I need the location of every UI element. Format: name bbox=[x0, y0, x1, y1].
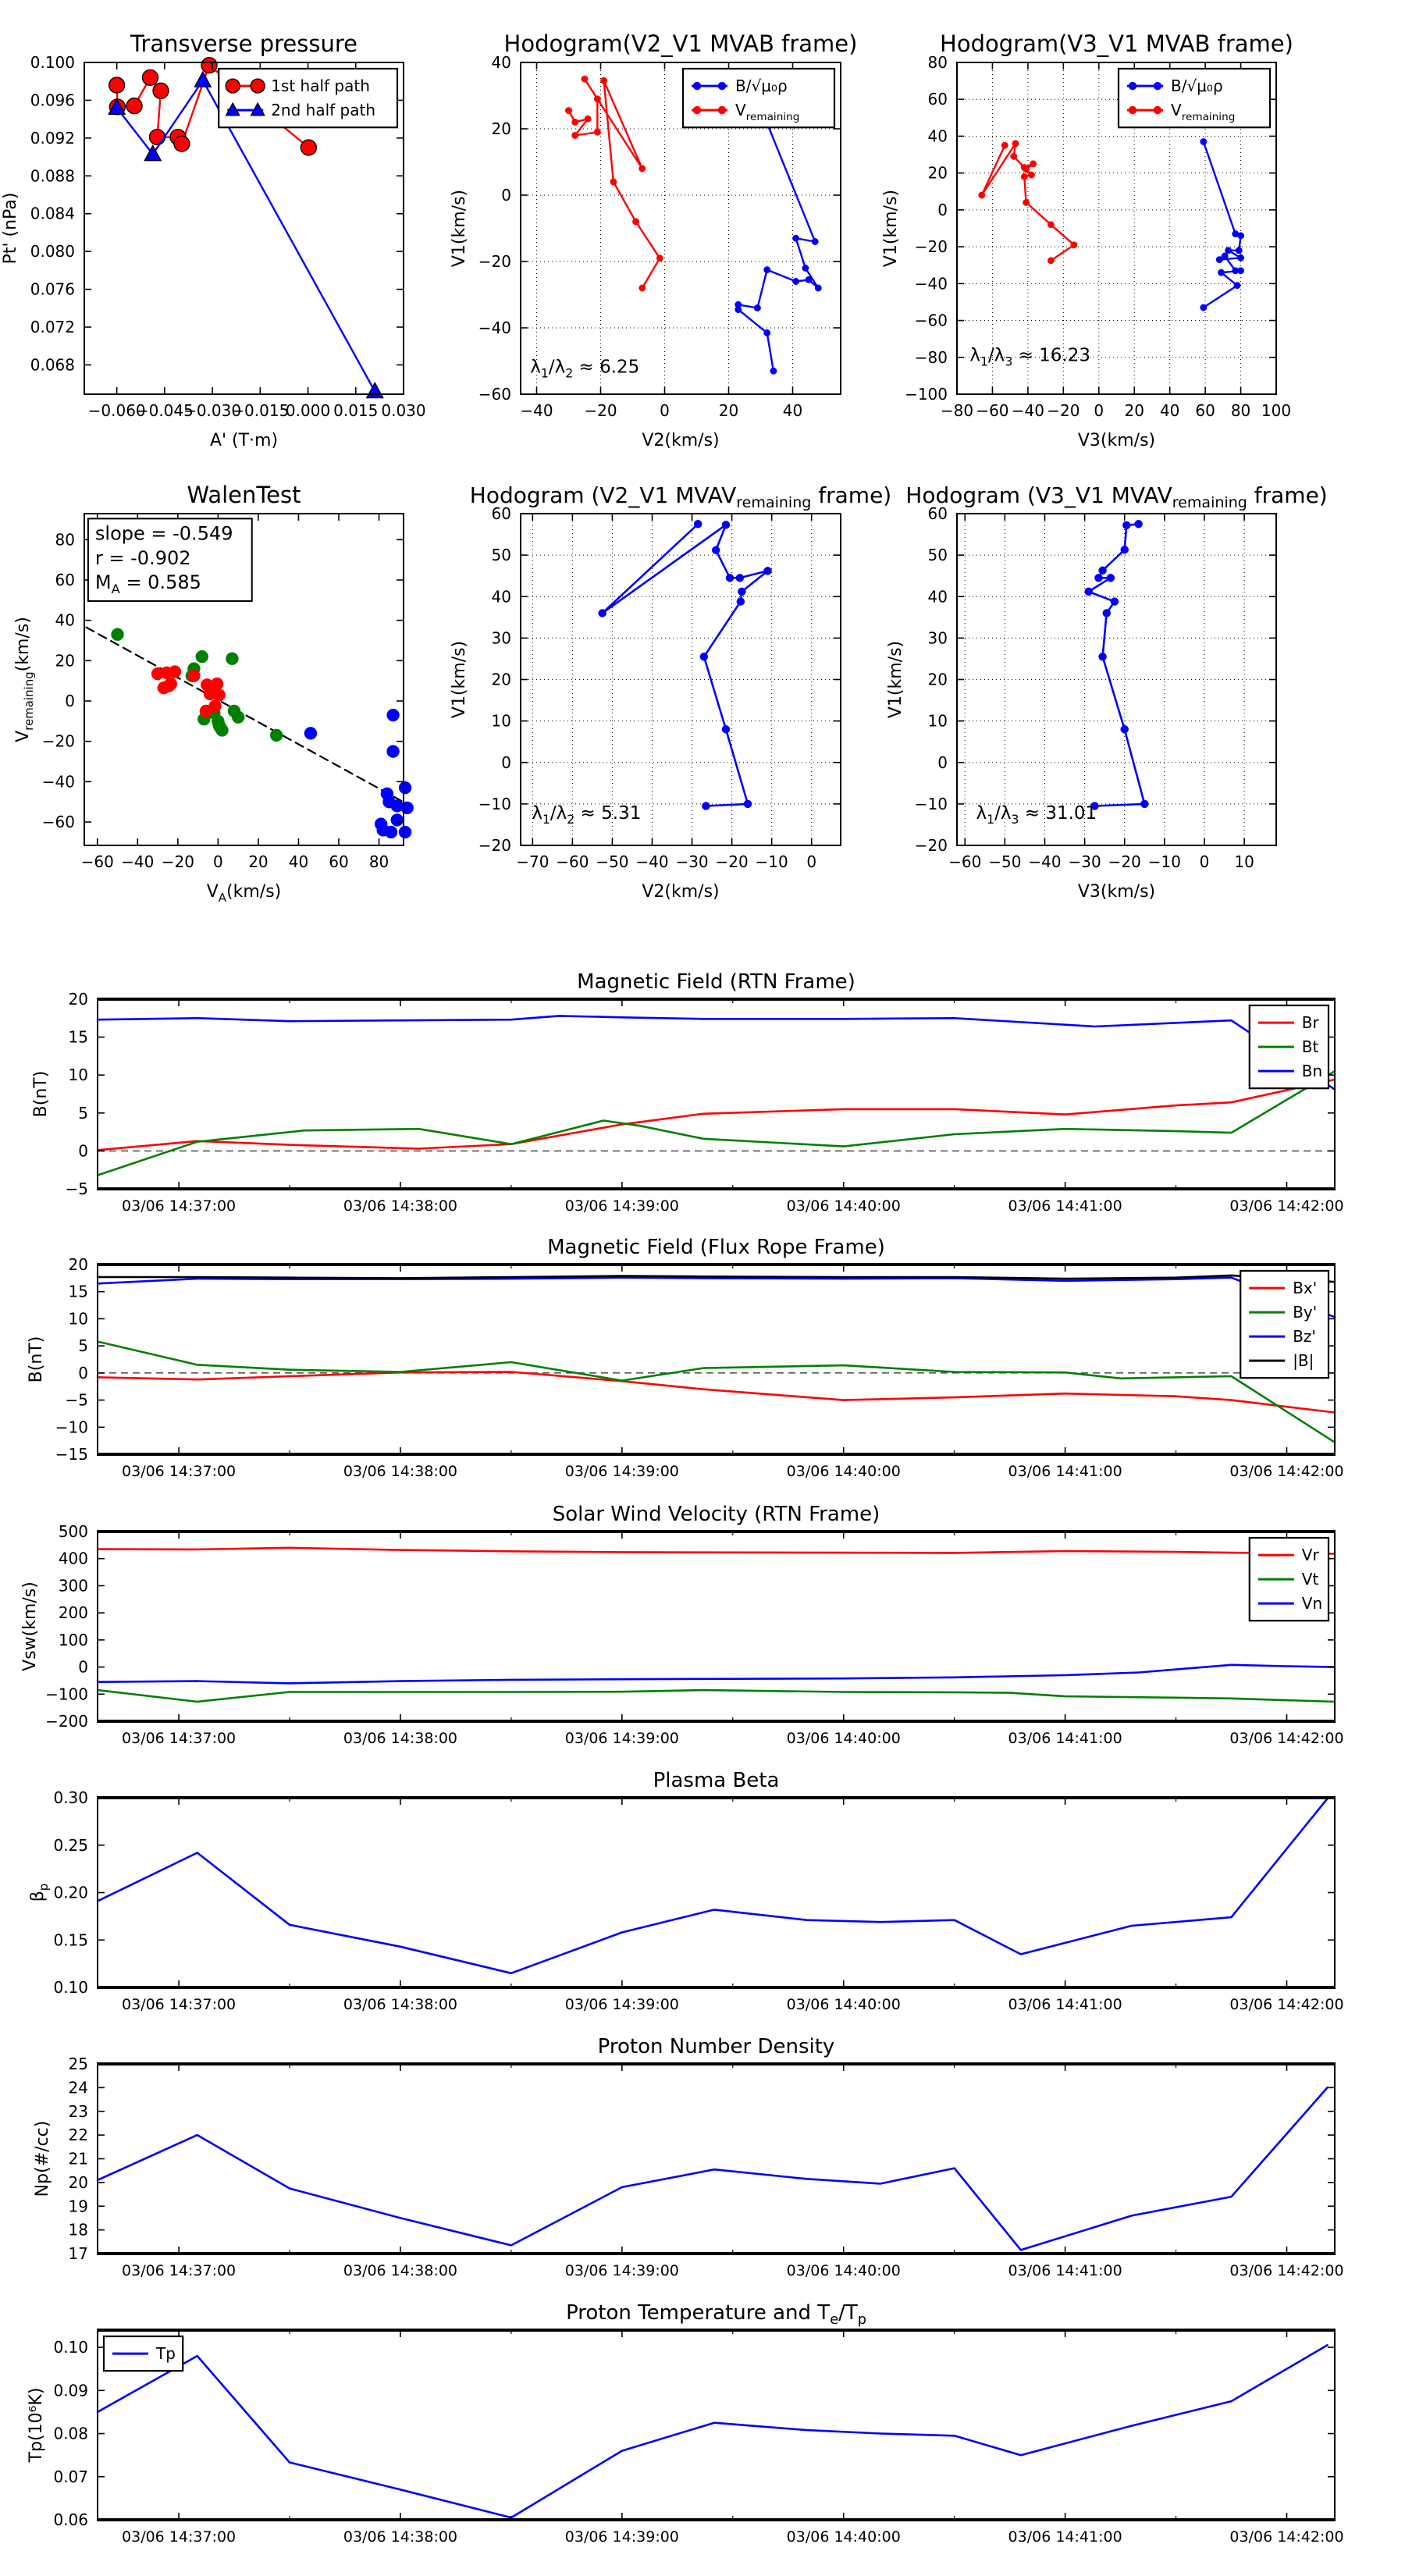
svg-text:βp: $\beta_p$ bbox=[28, 1883, 51, 1902]
svg-text:20: 20 bbox=[491, 119, 511, 138]
svg-text:40: 40 bbox=[491, 53, 511, 72]
svg-text:03/06 14:37:00: 03/06 14:37:00 bbox=[122, 1197, 237, 1215]
svg-text:−20: −20 bbox=[715, 852, 749, 871]
svg-text:20: 20 bbox=[1124, 401, 1144, 420]
svg-text:WalenTest: WalenTest bbox=[187, 482, 301, 508]
svg-text:−20: −20 bbox=[1047, 401, 1080, 420]
panel-proton-number-density bbox=[33, 2035, 1344, 2279]
svg-text:20: 20 bbox=[491, 670, 511, 689]
svg-text:Proton Temperature and Te/Tp: Proton Temperature and $T_e/T_p$ bbox=[566, 2301, 866, 2328]
svg-text:20: 20 bbox=[927, 163, 948, 183]
svg-text:−5: −5 bbox=[65, 1179, 88, 1198]
svg-text:V3(km/s): V3(km/s) bbox=[1077, 882, 1156, 902]
svg-text:−30: −30 bbox=[1068, 852, 1101, 871]
svg-text:0: 0 bbox=[78, 1657, 88, 1677]
svg-text:03/06 14:38:00: 03/06 14:38:00 bbox=[343, 2262, 458, 2279]
panel-hodogram-v2v1-mvav bbox=[450, 482, 892, 902]
svg-text:Bt: Bt bbox=[1301, 1037, 1319, 1057]
svg-text:0: 0 bbox=[78, 1141, 88, 1161]
svg-text:MA = 0.585: $M_A = 0.585$ bbox=[94, 571, 201, 596]
svg-text:−60: −60 bbox=[41, 813, 75, 832]
svg-text:03/06 14:39:00: 03/06 14:39:00 bbox=[564, 1730, 679, 1747]
svg-text:Vt: Vt bbox=[1301, 1570, 1319, 1589]
svg-text:03/06 14:42:00: 03/06 14:42:00 bbox=[1229, 1463, 1344, 1480]
svg-text:40: 40 bbox=[491, 587, 511, 607]
svg-text:−30: −30 bbox=[675, 852, 709, 871]
svg-text:−40: −40 bbox=[1028, 852, 1062, 871]
panel-hodogram-v3v1-mvav bbox=[886, 482, 1328, 902]
svg-text:Br: Br bbox=[1301, 1013, 1319, 1033]
svg-text:Magnetic Field (RTN Frame): Magnetic Field (RTN Frame) bbox=[577, 970, 855, 994]
svg-text:03/06 14:40:00: 03/06 14:40:00 bbox=[786, 1996, 901, 2013]
svg-text:−50: −50 bbox=[988, 852, 1022, 871]
svg-text:10: 10 bbox=[68, 1309, 88, 1329]
svg-text:0.088: 0.088 bbox=[30, 166, 75, 186]
svg-text:22: 22 bbox=[68, 2126, 88, 2145]
svg-text:0.20: 0.20 bbox=[53, 1883, 88, 1902]
panel-proton-temperature bbox=[27, 2301, 1344, 2546]
svg-text:50: 50 bbox=[491, 546, 511, 565]
svg-text:40: 40 bbox=[927, 126, 948, 146]
svg-text:30: 30 bbox=[491, 628, 511, 648]
svg-text:400: 400 bbox=[58, 1549, 88, 1568]
svg-text:0.08: 0.08 bbox=[53, 2424, 88, 2443]
panel-transverse-pressure bbox=[1, 30, 426, 450]
svg-text:Hodogram (V3_V1 MVAVremaining: Hodogram (V3_V1 $MVAV_{remaining}$ frame) bbox=[905, 482, 1328, 511]
svg-text:20: 20 bbox=[68, 990, 88, 1009]
svg-text:B/√μ₀ρ: B/√μ₀ρ bbox=[1171, 76, 1223, 96]
svg-text:−10: −10 bbox=[914, 794, 948, 813]
svg-text:0: 0 bbox=[660, 401, 670, 420]
svg-text:0.030: 0.030 bbox=[381, 401, 426, 420]
svg-text:0.30: 0.30 bbox=[53, 1788, 88, 1807]
svg-text:−20: −20 bbox=[914, 836, 948, 855]
svg-text:0.000: 0.000 bbox=[285, 401, 331, 420]
svg-text:−200: −200 bbox=[45, 1712, 88, 1731]
svg-text:0.092: 0.092 bbox=[30, 128, 75, 148]
svg-text:−0.045: −0.045 bbox=[135, 401, 194, 420]
svg-text:0.080: 0.080 bbox=[30, 242, 75, 262]
svg-text:18: 18 bbox=[68, 2220, 88, 2240]
svg-text:VA(km/s): $V_A(km/s)$ bbox=[206, 882, 282, 905]
svg-text:0.07: 0.07 bbox=[53, 2467, 88, 2486]
panel-hodogram-v2v1-mvab bbox=[450, 30, 858, 450]
svg-text:−10: −10 bbox=[755, 852, 788, 871]
svg-text:B(nT): B(nT) bbox=[31, 1070, 51, 1118]
svg-text:10: 10 bbox=[927, 711, 948, 731]
svg-text:V1(km/s): V1(km/s) bbox=[450, 189, 469, 268]
svg-text:24: 24 bbox=[68, 2078, 88, 2097]
svg-text:Solar Wind Velocity (RTN Frame: Solar Wind Velocity (RTN Frame) bbox=[552, 1503, 880, 1526]
svg-text:03/06 14:40:00: 03/06 14:40:00 bbox=[786, 1730, 901, 1747]
svg-text:B/√μ₀ρ: B/√μ₀ρ bbox=[735, 76, 788, 96]
svg-text:60: 60 bbox=[927, 504, 948, 523]
svg-text:03/06 14:39:00: 03/06 14:39:00 bbox=[564, 1463, 679, 1480]
svg-text:Pt' (nPa): Pt' (nPa) bbox=[1, 192, 20, 265]
svg-text:0.072: 0.072 bbox=[30, 318, 75, 337]
svg-text:21: 21 bbox=[68, 2149, 88, 2169]
svg-text:03/06 14:38:00: 03/06 14:38:00 bbox=[343, 1730, 458, 1747]
svg-text:λ1/λ2 ≈ 5.31: $\lambda_1/\lambda_2 \approx 5.31$ bbox=[532, 803, 642, 827]
svg-text:−20: −20 bbox=[41, 731, 75, 751]
svg-text:80: 80 bbox=[927, 53, 948, 72]
svg-text:λ1/λ2 ≈ 6.25: $\lambda_1/\lambda_2 \approx 6.25$ bbox=[530, 357, 640, 381]
svg-text:0.06: 0.06 bbox=[53, 2510, 88, 2529]
svg-text:0: 0 bbox=[1199, 852, 1210, 871]
svg-text:0.10: 0.10 bbox=[53, 2338, 88, 2357]
panel-solar-wind-velocity bbox=[20, 1503, 1344, 1747]
svg-text:0: 0 bbox=[213, 852, 223, 871]
svg-text:−70: −70 bbox=[516, 852, 550, 871]
svg-text:0: 0 bbox=[937, 200, 948, 219]
svg-text:03/06 14:40:00: 03/06 14:40:00 bbox=[786, 1463, 901, 1480]
svg-text:−20: −20 bbox=[478, 836, 511, 855]
svg-text:20: 20 bbox=[68, 2172, 88, 2192]
panel-plasma-beta bbox=[28, 1769, 1344, 2013]
svg-text:10: 10 bbox=[1234, 852, 1254, 871]
svg-text:20: 20 bbox=[68, 1255, 88, 1274]
svg-text:25: 25 bbox=[68, 2055, 88, 2073]
svg-text:−20: −20 bbox=[478, 252, 511, 271]
svg-text:Plasma Beta: Plasma Beta bbox=[653, 1769, 780, 1792]
svg-text:Magnetic Field (Flux Rope Fram: Magnetic Field (Flux Rope Frame) bbox=[547, 1236, 885, 1259]
svg-text:A' (T·m): A' (T·m) bbox=[209, 431, 279, 450]
svg-text:03/06 14:41:00: 03/06 14:41:00 bbox=[1008, 2528, 1122, 2546]
svg-text:23: 23 bbox=[68, 2101, 88, 2121]
svg-text:V2(km/s): V2(km/s) bbox=[642, 431, 720, 450]
svg-text:−60: −60 bbox=[948, 852, 982, 871]
svg-text:V1(km/s): V1(km/s) bbox=[886, 640, 905, 719]
svg-text:V3(km/s): V3(km/s) bbox=[1077, 431, 1156, 450]
svg-text:40: 40 bbox=[782, 401, 803, 420]
svg-text:−40: −40 bbox=[914, 274, 948, 294]
svg-text:−20: −20 bbox=[161, 852, 194, 871]
svg-text:Vsw(km/s): Vsw(km/s) bbox=[20, 1582, 40, 1671]
svg-text:−40: −40 bbox=[478, 318, 511, 337]
svg-text:0: 0 bbox=[501, 753, 511, 772]
svg-text:Transverse pressure: Transverse pressure bbox=[130, 30, 357, 57]
svg-text:40: 40 bbox=[288, 852, 309, 871]
svg-text:03/06 14:42:00: 03/06 14:42:00 bbox=[1229, 1197, 1344, 1215]
svg-text:0.25: 0.25 bbox=[53, 1835, 88, 1855]
svg-text:0.084: 0.084 bbox=[30, 204, 75, 223]
svg-text:−20: −20 bbox=[914, 237, 948, 257]
svg-text:03/06 14:41:00: 03/06 14:41:00 bbox=[1008, 1730, 1122, 1747]
svg-text:20: 20 bbox=[55, 651, 75, 671]
svg-text:03/06 14:38:00: 03/06 14:38:00 bbox=[343, 2528, 458, 2546]
svg-text:|B|: |B| bbox=[1293, 1351, 1314, 1371]
svg-text:−60: −60 bbox=[914, 311, 948, 330]
svg-text:03/06 14:42:00: 03/06 14:42:00 bbox=[1229, 2528, 1344, 2546]
svg-text:0: 0 bbox=[65, 692, 75, 711]
svg-text:0.15: 0.15 bbox=[53, 1930, 88, 1950]
svg-text:−0.030: −0.030 bbox=[183, 401, 242, 420]
svg-text:−60: −60 bbox=[478, 385, 511, 404]
svg-text:03/06 14:37:00: 03/06 14:37:00 bbox=[122, 1463, 237, 1480]
svg-text:03/06 14:37:00: 03/06 14:37:00 bbox=[122, 1996, 237, 2013]
svg-text:−0.060: −0.060 bbox=[87, 401, 146, 420]
svg-text:500: 500 bbox=[58, 1522, 88, 1541]
svg-text:300: 300 bbox=[58, 1576, 88, 1596]
svg-text:−0.015: −0.015 bbox=[231, 401, 290, 420]
svg-text:0: 0 bbox=[937, 753, 948, 772]
svg-text:Hodogram(V2_V1 MVAB frame): Hodogram(V2_V1 MVAB frame) bbox=[503, 30, 858, 57]
svg-text:03/06 14:37:00: 03/06 14:37:00 bbox=[122, 1730, 237, 1747]
svg-text:03/06 14:38:00: 03/06 14:38:00 bbox=[343, 1996, 458, 2013]
svg-text:−100: −100 bbox=[905, 385, 948, 404]
svg-text:03/06 14:40:00: 03/06 14:40:00 bbox=[786, 2262, 901, 2279]
svg-text:20: 20 bbox=[927, 670, 948, 689]
svg-text:03/06 14:41:00: 03/06 14:41:00 bbox=[1008, 1996, 1122, 2013]
svg-text:−5: −5 bbox=[65, 1390, 88, 1410]
svg-text:−10: −10 bbox=[478, 794, 511, 813]
svg-text:−40: −40 bbox=[635, 852, 669, 871]
svg-text:−40: −40 bbox=[41, 772, 75, 792]
svg-text:0.10: 0.10 bbox=[53, 1978, 88, 1997]
svg-text:03/06 14:40:00: 03/06 14:40:00 bbox=[786, 2528, 901, 2546]
svg-text:03/06 14:37:00: 03/06 14:37:00 bbox=[122, 2262, 237, 2279]
svg-text:03/06 14:38:00: 03/06 14:38:00 bbox=[343, 1197, 458, 1215]
svg-text:0.09: 0.09 bbox=[53, 2381, 88, 2400]
svg-text:−10: −10 bbox=[55, 1418, 88, 1437]
svg-text:λ1/λ3 ≈ 31.01: $\lambda_1/\lambda_3 \approx 31.01$ bbox=[976, 803, 1097, 827]
svg-text:40: 40 bbox=[1159, 401, 1180, 420]
svg-text:−40: −40 bbox=[1011, 401, 1044, 420]
svg-text:0.068: 0.068 bbox=[30, 355, 75, 375]
svg-text:60: 60 bbox=[55, 571, 75, 589]
svg-text:100: 100 bbox=[1261, 401, 1292, 420]
svg-text:−100: −100 bbox=[45, 1685, 88, 1704]
svg-text:−40: −40 bbox=[121, 852, 155, 871]
svg-text:03/06 14:42:00: 03/06 14:42:00 bbox=[1229, 2262, 1344, 2279]
svg-text:17: 17 bbox=[68, 2244, 88, 2263]
svg-text:50: 50 bbox=[927, 546, 948, 565]
svg-text:80: 80 bbox=[55, 530, 75, 550]
svg-text:5: 5 bbox=[78, 1336, 88, 1356]
svg-text:03/06 14:39:00: 03/06 14:39:00 bbox=[564, 1996, 679, 2013]
svg-text:−40: −40 bbox=[520, 401, 553, 420]
svg-text:0: 0 bbox=[501, 186, 511, 205]
svg-text:03/06 14:39:00: 03/06 14:39:00 bbox=[564, 1197, 679, 1215]
svg-text:03/06 14:41:00: 03/06 14:41:00 bbox=[1008, 2262, 1122, 2279]
svg-text:−80: −80 bbox=[914, 347, 948, 367]
svg-text:−60: −60 bbox=[556, 852, 589, 871]
svg-text:03/06 14:39:00: 03/06 14:39:00 bbox=[564, 2262, 679, 2279]
svg-text:−20: −20 bbox=[584, 401, 617, 420]
panel-bfield-fluxrope bbox=[27, 1236, 1344, 1480]
svg-text:80: 80 bbox=[368, 852, 389, 871]
svg-text:B(nT): B(nT) bbox=[27, 1336, 46, 1383]
svg-text:03/06 14:41:00: 03/06 14:41:00 bbox=[1008, 1197, 1122, 1215]
svg-text:By': By' bbox=[1293, 1303, 1318, 1322]
svg-text:−60: −60 bbox=[976, 401, 1009, 420]
svg-text:0.100: 0.100 bbox=[30, 53, 75, 72]
svg-text:Tp: Tp bbox=[156, 2344, 176, 2364]
svg-text:V2(km/s): V2(km/s) bbox=[642, 882, 720, 902]
svg-text:slope = -0.549: slope = -0.549 bbox=[94, 522, 233, 545]
svg-text:−15: −15 bbox=[55, 1445, 88, 1464]
svg-text:60: 60 bbox=[927, 90, 948, 109]
svg-text:Bn: Bn bbox=[1301, 1062, 1323, 1081]
svg-text:Hodogram (V2_V1 MVAVremaining: Hodogram (V2_V1 $MVAV_{remaining}$ frame) bbox=[469, 482, 892, 511]
svg-text:60: 60 bbox=[1195, 401, 1215, 420]
svg-text:03/06 14:38:00: 03/06 14:38:00 bbox=[343, 1463, 458, 1480]
svg-text:0.076: 0.076 bbox=[30, 279, 75, 299]
svg-text:−50: −50 bbox=[596, 852, 629, 871]
svg-text:03/06 14:41:00: 03/06 14:41:00 bbox=[1008, 1463, 1122, 1480]
svg-text:5: 5 bbox=[78, 1103, 88, 1123]
svg-text:20: 20 bbox=[248, 852, 269, 871]
svg-text:Np(#/cc): Np(#/cc) bbox=[33, 2120, 52, 2197]
svg-text:Vremaining: $V_{remaining}$ bbox=[1171, 101, 1236, 124]
svg-text:0.015: 0.015 bbox=[333, 401, 379, 420]
svg-text:Vr: Vr bbox=[1301, 1546, 1319, 1565]
svg-text:40: 40 bbox=[55, 610, 75, 630]
svg-text:80: 80 bbox=[1230, 401, 1251, 420]
svg-text:Bx': Bx' bbox=[1293, 1279, 1318, 1298]
svg-text:30: 30 bbox=[927, 628, 948, 648]
panel-walen-test bbox=[13, 482, 404, 905]
svg-text:03/06 14:42:00: 03/06 14:42:00 bbox=[1229, 1730, 1344, 1747]
svg-text:15: 15 bbox=[68, 1282, 88, 1301]
svg-text:V1(km/s): V1(km/s) bbox=[881, 189, 901, 268]
svg-text:200: 200 bbox=[58, 1603, 88, 1623]
svg-text:15: 15 bbox=[68, 1027, 88, 1047]
svg-text:03/06 14:42:00: 03/06 14:42:00 bbox=[1229, 1996, 1344, 2013]
svg-text:Tp(10⁶K): Tp(10⁶K) bbox=[27, 2387, 46, 2463]
svg-text:03/06 14:40:00: 03/06 14:40:00 bbox=[786, 1197, 901, 1215]
svg-text:2nd half path: 2nd half path bbox=[271, 101, 376, 120]
svg-text:0.096: 0.096 bbox=[30, 91, 75, 110]
svg-text:−80: −80 bbox=[940, 401, 974, 420]
svg-text:10: 10 bbox=[68, 1066, 88, 1085]
svg-text:Vremaining(km/s): $V_{remaining}(km/s)$ bbox=[13, 617, 36, 742]
svg-text:0: 0 bbox=[78, 1363, 88, 1382]
svg-text:100: 100 bbox=[58, 1630, 88, 1649]
svg-text:V1(km/s): V1(km/s) bbox=[450, 640, 469, 719]
svg-text:Vremaining: $V_{remaining}$ bbox=[735, 101, 800, 124]
svg-text:03/06 14:37:00: 03/06 14:37:00 bbox=[122, 2528, 237, 2546]
panel-hodogram-v3v1-mvab bbox=[881, 30, 1293, 450]
panel-bfield-rtn bbox=[31, 970, 1344, 1215]
svg-text:0: 0 bbox=[806, 852, 817, 871]
svg-text:λ1/λ3 ≈ 16.23: $\lambda_1/\lambda_3 \approx 16.23$ bbox=[969, 345, 1091, 369]
svg-text:r = -0.902: r = -0.902 bbox=[94, 546, 191, 569]
svg-text:−10: −10 bbox=[1147, 852, 1181, 871]
svg-text:03/06 14:39:00: 03/06 14:39:00 bbox=[564, 2528, 679, 2546]
svg-text:60: 60 bbox=[491, 504, 511, 523]
svg-text:−60: −60 bbox=[80, 852, 114, 871]
svg-text:Bz': Bz' bbox=[1293, 1327, 1316, 1347]
svg-text:Proton Number Density: Proton Number Density bbox=[597, 2035, 835, 2058]
svg-text:20: 20 bbox=[718, 401, 739, 420]
svg-text:Vn: Vn bbox=[1301, 1594, 1323, 1614]
svg-text:40: 40 bbox=[927, 587, 948, 607]
svg-text:Hodogram(V3_V1 MVAB frame): Hodogram(V3_V1 MVAB frame) bbox=[940, 30, 1293, 57]
svg-text:−20: −20 bbox=[1108, 852, 1141, 871]
svg-text:19: 19 bbox=[68, 2197, 88, 2216]
svg-text:60: 60 bbox=[329, 852, 349, 871]
svg-text:10: 10 bbox=[491, 711, 511, 731]
svg-text:1st half path: 1st half path bbox=[271, 76, 370, 96]
svg-text:0: 0 bbox=[1094, 401, 1104, 420]
